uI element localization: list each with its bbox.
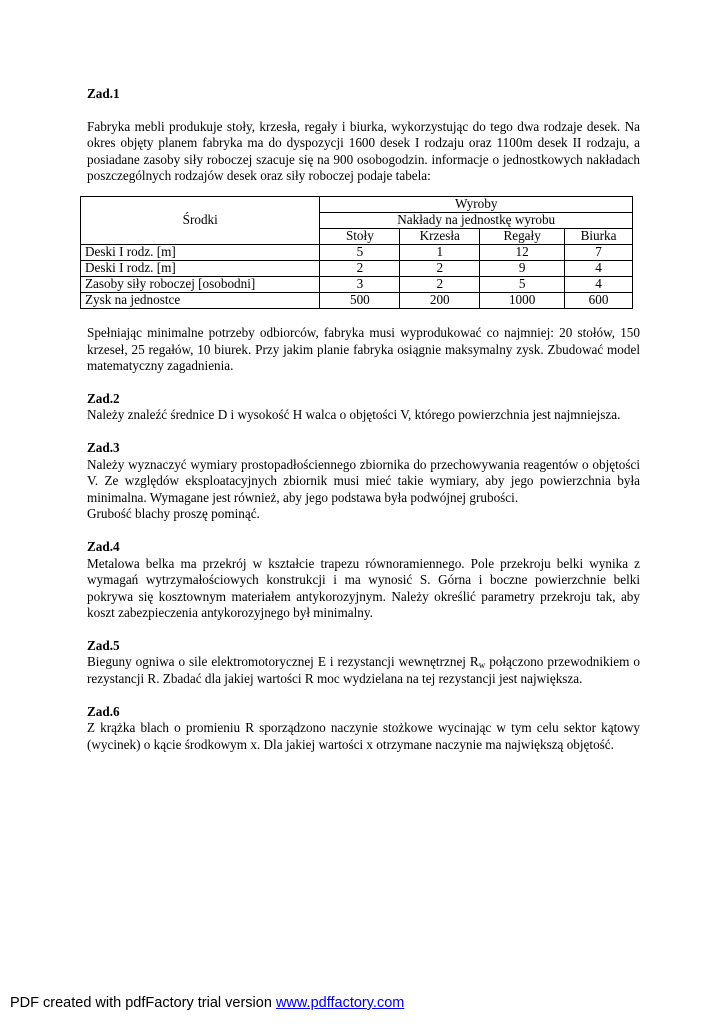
zad5-title: Zad.5 xyxy=(87,637,120,653)
table-row-label: Deski I rodz. [m] xyxy=(81,260,320,276)
zad1-title: Zad.1 xyxy=(87,86,120,101)
table-column-header: Regały xyxy=(480,228,565,244)
table-cell: 12 xyxy=(480,244,565,260)
zad5-text-part2: połączono przewodnikiem o rezystancji R. Zbadać dla jakiej wartości R moc wydzielana na tej rezystancji jest największa. xyxy=(87,654,640,687)
zad4-text: Metalowa belka ma przekrój w kształcie trapezu równoramiennego. Pole przekroju belki wynika z wymagań wytrzymałościowych konstrukcji i ma wynosić S. Górna i boczne powierzchnie belki pokrywa się kosztownym materiałem antykorozyjnym. Należy określić parametry przekroju tak, aby koszt zabezpieczenia antykorozyjnego był minimalny. xyxy=(87,555,640,621)
zad5-text xyxy=(87,654,640,687)
table-cell: 1000 xyxy=(480,292,565,308)
table-cell: 9 xyxy=(480,260,565,276)
table-header-srodki: Środki xyxy=(81,196,320,244)
table-cell: 5 xyxy=(320,244,400,260)
document-body xyxy=(87,86,640,753)
zad2-title: Zad.2 xyxy=(87,390,120,406)
table-cell: 5 xyxy=(480,276,565,292)
table-row xyxy=(81,276,633,292)
table-header-naklady: Nakłady na jednostkę wyrobu xyxy=(320,212,633,228)
zad6-text: Z krążka blach o promieniu R sporządzono naczynie stożkowe wycinając w tym celu sektor kątowy (wycinek) o kącie środkowym x. Dla jakiej wartości x otrzymane naczynie ma największą objętość. xyxy=(87,720,640,752)
table-column-header: Krzesła xyxy=(400,228,480,244)
table-row-label: Deski I rodz. [m] xyxy=(81,244,320,260)
table-cell: 7 xyxy=(565,244,633,260)
table-header-wyroby: Wyroby xyxy=(320,196,633,212)
table-cell: 3 xyxy=(320,276,400,292)
table-cell: 2 xyxy=(400,260,480,276)
table-cell: 1 xyxy=(400,244,480,260)
zad1-outro: Spełniając minimalne potrzeby odbiorców, fabryka musi wyprodukować co najmniej: 20 stołów, 150 krzeseł, 25 regałów, 10 biurek. Przy jakim planie fabryka osiągnie maksymalny zysk. Zbudować model matematyczny zagadnienia. xyxy=(87,324,640,374)
zad6-title: Zad.6 xyxy=(87,703,120,719)
zad5-subscript: w xyxy=(478,660,486,671)
pdf-footer xyxy=(10,995,404,1011)
table-row xyxy=(81,260,633,276)
zad2-text: Należy znaleźć średnice D i wysokość H walca o objętości V, którego powierzchnia jest najmniejsza. xyxy=(87,407,621,423)
table-row-label: Zasoby siły roboczej [osobodni] xyxy=(81,276,320,292)
zad5-text-part1: Bieguny ogniwa o sile elektromotorycznej E i rezystancji wewnętrznej R xyxy=(87,654,479,670)
table-row xyxy=(81,292,633,308)
table-cell: 4 xyxy=(565,276,633,292)
table-column-header: Stoły xyxy=(320,228,400,244)
table-row xyxy=(81,244,633,260)
zad3-text: Należy wyznaczyć wymiary prostopadłościennego zbiornika do przechowywania reagentów o objętości V. Ze względów eksploatacyjnych zbiornik musi mieć takie wymiary, aby jego powierzchnia była minimalna. Wymagane jest również, aby jego podstawa była podwójnej grubości. xyxy=(87,456,640,505)
table-column-header: Biurka xyxy=(565,228,633,244)
table-cell: 500 xyxy=(320,292,400,308)
zad1-intro: Fabryka mebli produkuje stoły, krzesła, regały i biurka, wykorzystując do tego dwa rodzaje desek. Na okres objęty planem fabryka ma do dyspozycji 1600 desek I rodzaju oraz 1100m desek II rodzaju, a posiadane zasoby siły roboczej szacuje się na 900 osobogodzin. informacje o jednostkowych nakładach poszczególnych rodzajów desek oraz siły roboczej podaje tabela: xyxy=(87,118,640,184)
zad3-title: Zad.3 xyxy=(87,439,120,455)
table-cell: 2 xyxy=(400,276,480,292)
table-cell: 4 xyxy=(565,260,633,276)
zad3-text2: Grubość blachy proszę pominąć. xyxy=(87,506,260,522)
table-cell: 600 xyxy=(565,292,633,308)
footer-link[interactable]: www.pdffactory.com xyxy=(275,995,405,1011)
table-cell: 200 xyxy=(400,292,480,308)
table-cell: 2 xyxy=(320,260,400,276)
footer-text: PDF created with pdfFactory trial version xyxy=(10,995,276,1011)
zad4-title: Zad.4 xyxy=(87,538,120,554)
resources-table xyxy=(80,196,633,309)
table-row-label: Zysk na jednostce xyxy=(81,292,320,308)
